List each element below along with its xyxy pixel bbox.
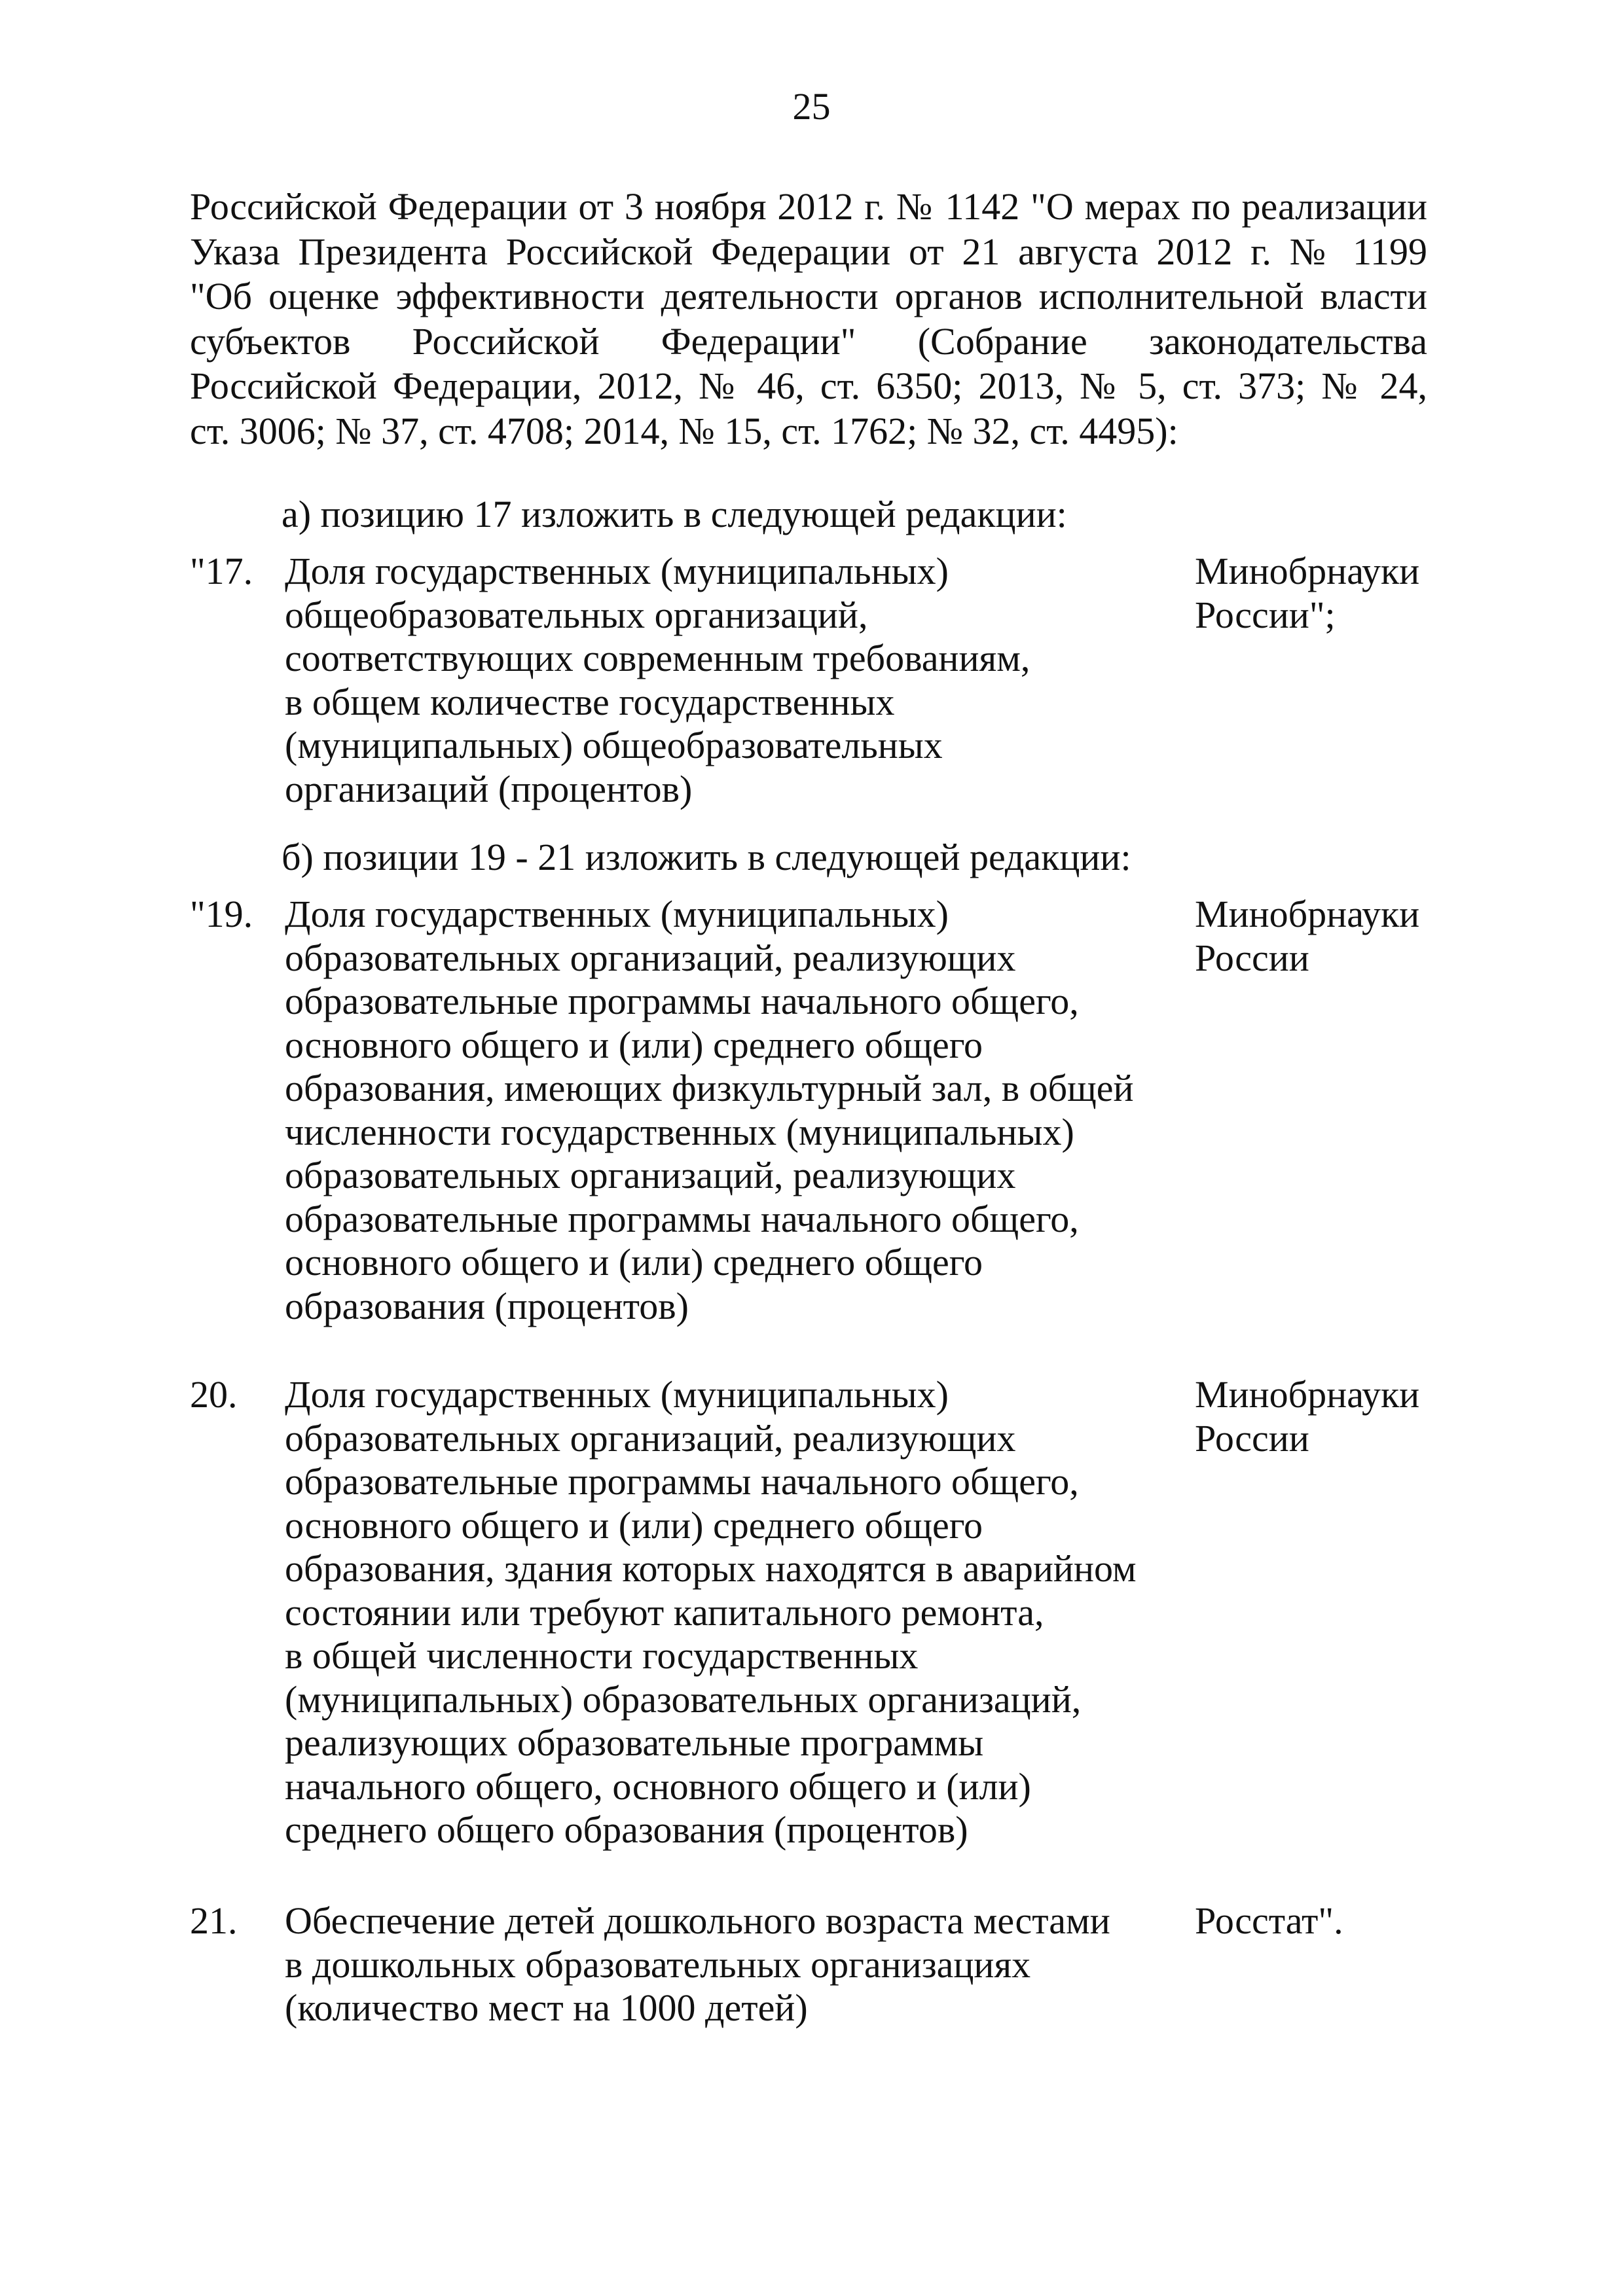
intro-line: Российской Федерации от 3 ноября 2012 г. № 1142 "О мерах по реализации — [190, 185, 1427, 228]
entry-agency — [1195, 1899, 1431, 1943]
entry-line: образовательные программы начального общего, — [285, 1460, 1079, 1503]
agency-line: Минобрнауки — [1195, 550, 1420, 592]
entry-line: образования, здания которых находятся в аварийном — [285, 1547, 1137, 1590]
entry-line: основного общего и (или) среднего общего — [285, 1503, 983, 1547]
entry-text — [285, 1373, 1137, 1852]
entry-line: основного общего и (или) среднего общего — [285, 1241, 983, 1283]
entry-agency — [1195, 550, 1431, 637]
entry-line: в общей численности государственных — [285, 1634, 919, 1677]
entry-line: в дошкольных образовательных организациях — [285, 1943, 1031, 1986]
entry-line: образовательные программы начального общего, — [285, 1197, 1079, 1240]
entry-number: "17. — [190, 550, 253, 592]
entry-number: 20. — [190, 1373, 238, 1416]
entry-line: реализующих образовательные программы — [285, 1721, 984, 1764]
intro-line: субъектов Российской Федерации" (Собрание законодательства — [190, 319, 1427, 363]
entry-line: образовательных организаций, реализующих — [285, 936, 1016, 979]
entry-line: среднего общего образования (процентов) — [285, 1808, 968, 1851]
agency-line: Росстат". — [1195, 1899, 1343, 1942]
entry-line: образовательные программы начального общего, — [285, 980, 1079, 1022]
intro-paragraph — [190, 185, 1427, 454]
entry-text — [285, 550, 1064, 811]
entry-line: основного общего и (или) среднего общего — [285, 1023, 983, 1066]
page-number: 25 — [792, 85, 831, 128]
entry-number: "19. — [190, 893, 253, 935]
entry-line: общеобразовательных организаций, — [285, 593, 868, 636]
entry-line: образования, имеющих физкультурный зал, в общей — [285, 1067, 1134, 1109]
intro-line: ст. 3006; № 37, ст. 4708; 2014, № 15, ст. 1762; № 32, ст. 4495): — [190, 409, 1178, 452]
entry-line: образовательных организаций, реализующих — [285, 1154, 1016, 1196]
entry-line: численности государственных (муниципальных) — [285, 1110, 1074, 1153]
entry-line: начального общего, основного общего и (или) — [285, 1765, 1031, 1808]
agency-line: России"; — [1195, 593, 1336, 636]
agency-line: Минобрнауки — [1195, 1373, 1420, 1416]
entry-line: в общем количестве государственных — [285, 680, 895, 723]
entry-line: (количество мест на 1000 детей) — [285, 1986, 808, 2029]
entry-line: (муниципальных) общеобразовательных — [285, 724, 943, 766]
entry-line: Доля государственных (муниципальных) — [285, 550, 949, 592]
entry-text — [285, 1899, 1110, 2030]
agency-line: Минобрнауки — [1195, 893, 1420, 935]
entry-line: образовательных организаций, реализующих — [285, 1416, 1016, 1460]
entry-line: образования (процентов) — [285, 1284, 689, 1327]
entry-text — [285, 893, 1134, 1328]
entry-line: состоянии или требуют капитального ремонта, — [285, 1590, 1044, 1634]
intro-line: Российской Федерации, 2012, № 46, ст. 6350; 2013, № 5, ст. 373; № 24, — [190, 365, 1427, 407]
entry-line: Доля государственных (муниципальных) — [285, 1373, 949, 1416]
entry-line: соответствующих современным требованиям, — [285, 637, 1030, 679]
intro-line: "Об оценке эффективности деятельности органов исполнительной власти — [190, 275, 1427, 317]
entry-agency — [1195, 893, 1431, 980]
entry-line: организаций (процентов) — [285, 767, 693, 810]
entry-line: (муниципальных) образовательных организаций, — [285, 1677, 1082, 1721]
agency-line: России — [1195, 936, 1309, 979]
amendment-a: а) позицию 17 изложить в следующей редакции: — [282, 493, 1067, 535]
agency-line: России — [1195, 1416, 1309, 1460]
entry-number: 21. — [190, 1899, 238, 1942]
entry-line: Обеспечение детей дошкольного возраста местами — [285, 1899, 1110, 1942]
entry-agency — [1195, 1373, 1431, 1460]
entry-line: Доля государственных (муниципальных) — [285, 893, 949, 935]
intro-line: Указа Президента Российской Федерации от 21 августа 2012 г. № 1199 — [190, 230, 1427, 273]
amendment-b: б) позиции 19 - 21 изложить в следующей редакции: — [282, 836, 1131, 878]
